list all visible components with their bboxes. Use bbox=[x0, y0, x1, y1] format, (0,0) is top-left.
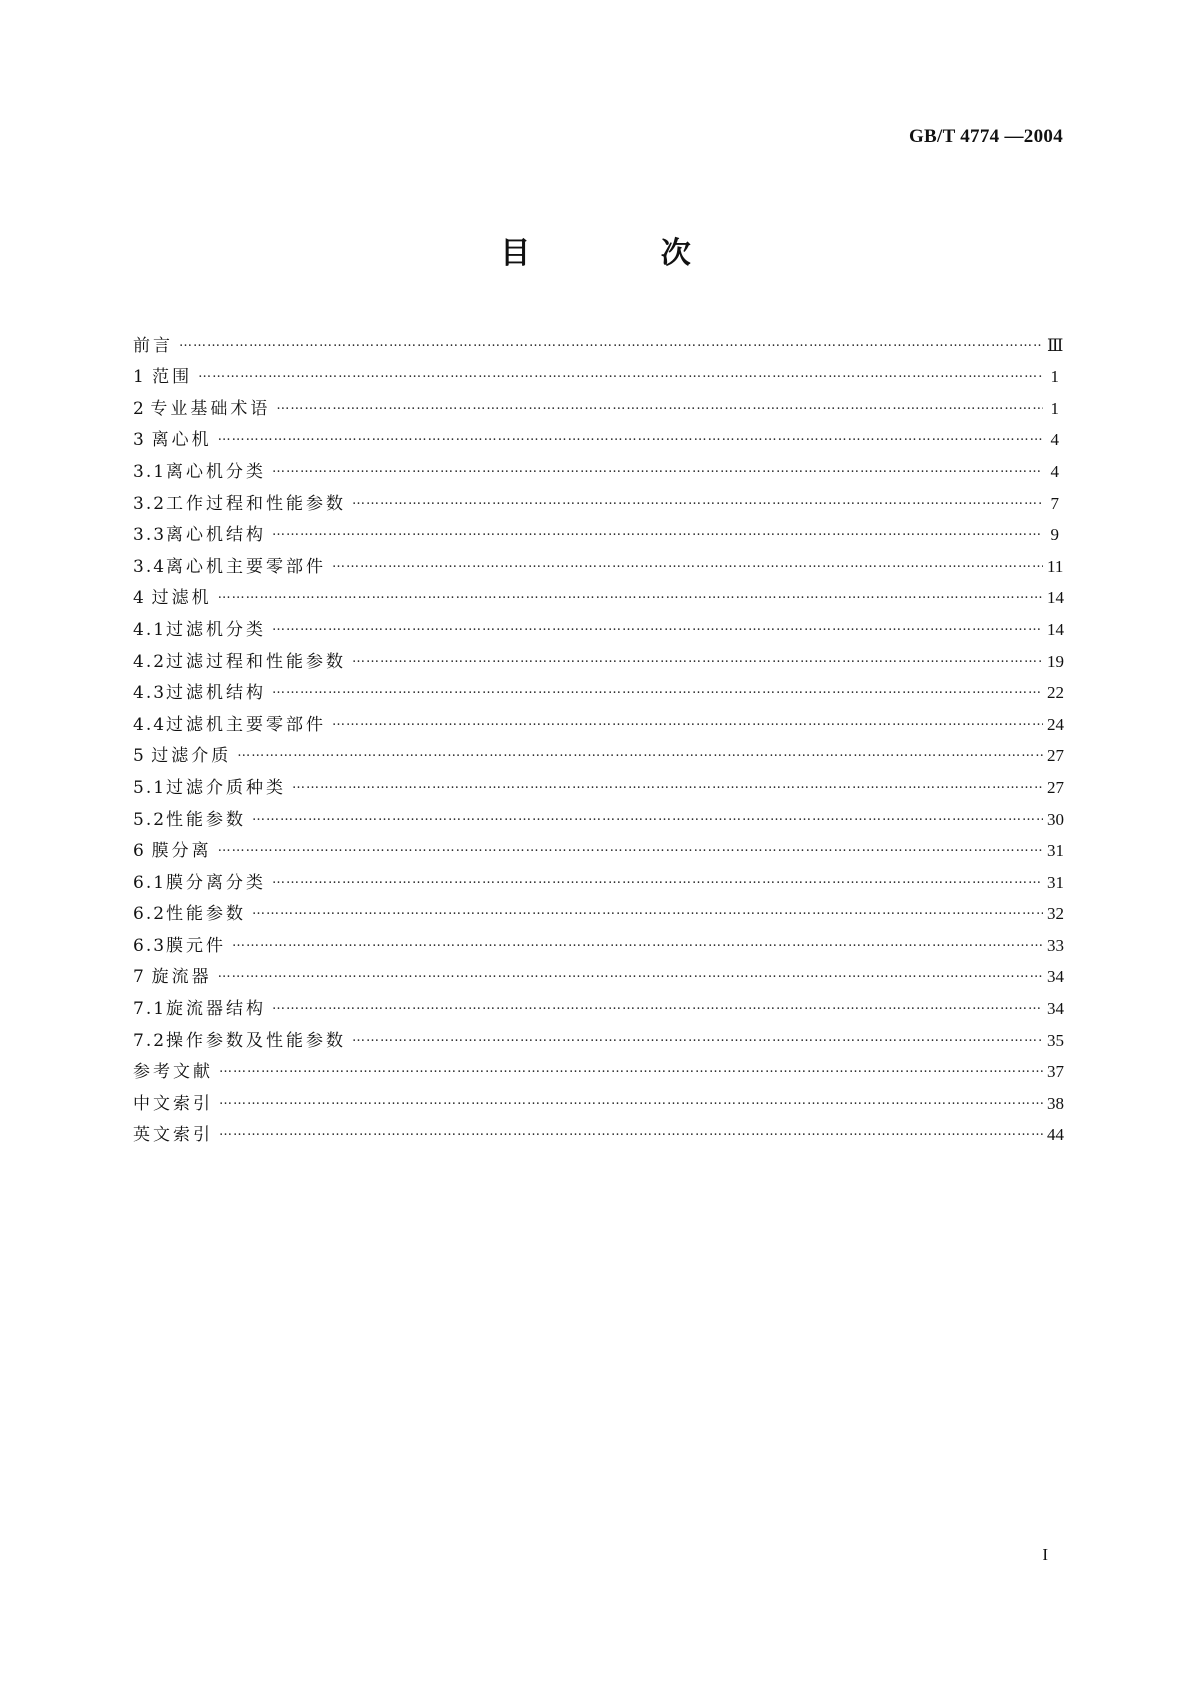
toc-dot-leader bbox=[252, 806, 1043, 828]
toc-entry-number: 6.2 bbox=[133, 904, 167, 925]
toc-entry-page: 44 bbox=[1047, 1125, 1064, 1145]
toc-entry-number: 3 bbox=[133, 430, 146, 451]
toc-entry-page: 31 bbox=[1047, 841, 1064, 861]
toc-entry-title: 操作参数及性能参数 bbox=[166, 1030, 347, 1051]
toc-entry-number: 4.1 bbox=[133, 619, 167, 640]
toc-entry-number: 5 bbox=[133, 746, 146, 767]
toc-dot-leader bbox=[198, 363, 1043, 385]
toc-entry[interactable] bbox=[133, 894, 1064, 926]
toc-entry-title: 过滤介质 bbox=[151, 746, 232, 767]
toc-entry-number: 5.2 bbox=[133, 809, 167, 830]
toc-entry[interactable] bbox=[133, 957, 1064, 989]
toc-entry-title: 专业基础术语 bbox=[150, 398, 271, 419]
toc-entry-number: 7 bbox=[133, 967, 146, 988]
toc-entry-page: 27 bbox=[1047, 746, 1064, 766]
toc-dot-leader bbox=[179, 332, 1043, 354]
toc-entry-number: 6.1 bbox=[133, 872, 167, 893]
toc-entry[interactable] bbox=[133, 1020, 1064, 1052]
toc-entry[interactable] bbox=[133, 736, 1064, 768]
toc-entry-title: 过滤机 bbox=[151, 588, 212, 609]
toc-entry-number: 6 bbox=[133, 841, 146, 862]
toc-dot-leader bbox=[272, 521, 1043, 543]
toc-dot-leader bbox=[272, 458, 1043, 480]
toc-entry-page: 11 bbox=[1047, 556, 1064, 576]
toc-dot-leader bbox=[276, 395, 1043, 417]
toc-entry-page: 31 bbox=[1047, 872, 1064, 892]
toc-entry[interactable] bbox=[133, 988, 1064, 1020]
toc-dot-leader bbox=[332, 711, 1043, 733]
toc-entry-page: 4 bbox=[1050, 461, 1059, 481]
toc-entry-number: 5.1 bbox=[133, 777, 167, 798]
toc-entry-page: 19 bbox=[1047, 651, 1064, 671]
toc-entry[interactable] bbox=[133, 862, 1064, 894]
toc-entry[interactable] bbox=[133, 1083, 1064, 1115]
toc-entry[interactable] bbox=[133, 1052, 1064, 1084]
toc-entry-page: 9 bbox=[1050, 525, 1059, 545]
toc-entry[interactable] bbox=[133, 704, 1064, 736]
toc-entry-title: 旋流器 bbox=[151, 967, 212, 988]
toc-entry-title: 参考文献 bbox=[133, 1062, 213, 1083]
toc-entry-title: 过滤机分类 bbox=[166, 619, 267, 640]
toc-entry-title: 过滤过程和性能参数 bbox=[166, 651, 347, 672]
toc-entry-number: 4.2 bbox=[133, 651, 167, 672]
toc-entry-page: 34 bbox=[1047, 999, 1064, 1019]
toc-entry-page: 14 bbox=[1047, 588, 1064, 608]
toc-entry[interactable] bbox=[133, 483, 1059, 515]
toc-entry[interactable] bbox=[133, 451, 1059, 483]
toc-entry-title: 离心机结构 bbox=[166, 525, 267, 546]
toc-entry-title: 过滤机结构 bbox=[166, 683, 267, 704]
toc-dot-leader bbox=[237, 742, 1043, 764]
page-title: 目 次 bbox=[500, 236, 751, 271]
toc-entry-number: 6.3 bbox=[133, 935, 167, 956]
toc-entry-title: 离心机分类 bbox=[166, 461, 267, 482]
toc-entry-page: 33 bbox=[1047, 935, 1064, 955]
toc-entry-number: 4.4 bbox=[133, 714, 167, 735]
toc-dot-leader bbox=[272, 869, 1043, 891]
toc-entry-page: 27 bbox=[1047, 777, 1064, 797]
toc-entry-page: 14 bbox=[1047, 619, 1064, 639]
toc-dot-leader bbox=[272, 995, 1043, 1017]
page-number: I bbox=[1042, 1545, 1048, 1564]
toc-entry-page: 4 bbox=[1050, 430, 1059, 450]
toc-dot-leader bbox=[352, 648, 1043, 670]
toc-entry[interactable] bbox=[133, 925, 1064, 957]
toc-entry-number: 3.3 bbox=[133, 525, 167, 546]
toc-entry-title: 前言 bbox=[133, 335, 173, 356]
toc-entry-page: 34 bbox=[1047, 967, 1064, 987]
toc-dot-leader bbox=[352, 490, 1043, 512]
toc-entry-title: 离心机主要零部件 bbox=[166, 556, 327, 577]
toc-entry[interactable] bbox=[133, 831, 1064, 863]
toc-entry[interactable] bbox=[133, 420, 1059, 452]
toc-entry-title: 性能参数 bbox=[166, 809, 247, 830]
toc-entry-title: 中文索引 bbox=[133, 1093, 213, 1114]
toc-entry[interactable] bbox=[133, 515, 1059, 547]
toc-entry-page: 35 bbox=[1047, 1030, 1064, 1050]
toc-dot-leader bbox=[332, 553, 1043, 575]
toc-entry-number: 4 bbox=[133, 588, 146, 609]
toc-entry-page: 24 bbox=[1047, 714, 1064, 734]
toc-entry-page: 30 bbox=[1047, 809, 1064, 829]
toc-dot-leader bbox=[218, 837, 1043, 859]
toc-entry-title: 旋流器结构 bbox=[166, 999, 267, 1020]
toc-dot-leader bbox=[232, 932, 1043, 954]
toc-entry[interactable] bbox=[133, 357, 1059, 389]
toc-entry-title: 过滤介质种类 bbox=[166, 777, 287, 798]
toc-entry-title: 范围 bbox=[152, 367, 193, 388]
toc-dot-leader bbox=[219, 1121, 1043, 1143]
toc-entry[interactable] bbox=[133, 578, 1064, 610]
toc-entry-number: 7.1 bbox=[133, 999, 167, 1020]
toc-entry-number: 3.4 bbox=[133, 556, 167, 577]
toc-entry-page: 1 bbox=[1050, 367, 1059, 387]
toc-entry-title: 过滤机主要零部件 bbox=[166, 714, 327, 735]
toc-entry[interactable] bbox=[133, 325, 1064, 357]
toc-entry-title: 膜分离分类 bbox=[166, 872, 267, 893]
toc-dot-leader bbox=[219, 1090, 1043, 1112]
toc-dot-leader bbox=[218, 426, 1043, 448]
toc-dot-leader bbox=[292, 774, 1043, 796]
toc-entry-number: 3.2 bbox=[133, 493, 167, 514]
toc-entry-page: 7 bbox=[1050, 493, 1059, 513]
toc-entry-title: 英文索引 bbox=[133, 1125, 213, 1146]
toc-entry-title: 膜元件 bbox=[166, 935, 227, 956]
toc-dot-leader bbox=[272, 616, 1043, 638]
toc-entry[interactable] bbox=[133, 388, 1059, 420]
toc-entry-number: 3.1 bbox=[133, 461, 167, 482]
toc-entry[interactable] bbox=[133, 641, 1064, 673]
toc-entry-page: 1 bbox=[1050, 398, 1059, 418]
toc-entry[interactable] bbox=[133, 1115, 1064, 1147]
toc-entry-title: 性能参数 bbox=[166, 904, 247, 925]
toc-entry-page: Ⅲ bbox=[1047, 335, 1064, 355]
toc-entry-page: 38 bbox=[1047, 1093, 1064, 1113]
toc-entry[interactable] bbox=[133, 609, 1064, 641]
toc-entry[interactable] bbox=[133, 799, 1064, 831]
standard-number: GB/T 4774 —2004 bbox=[908, 126, 1063, 147]
toc-entry-page: 32 bbox=[1047, 904, 1064, 924]
toc-entry-number: 4.3 bbox=[133, 683, 167, 704]
table-of-contents bbox=[133, 325, 1064, 1146]
toc-entry-title: 离心机 bbox=[151, 430, 212, 451]
toc-entry-page: 37 bbox=[1047, 1062, 1064, 1082]
toc-dot-leader bbox=[219, 1058, 1043, 1080]
toc-entry-title: 工作过程和性能参数 bbox=[166, 493, 347, 514]
toc-dot-leader bbox=[272, 679, 1043, 701]
toc-entry[interactable] bbox=[133, 673, 1064, 705]
toc-dot-leader bbox=[218, 963, 1043, 985]
toc-entry[interactable] bbox=[133, 546, 1064, 578]
toc-dot-leader bbox=[252, 900, 1043, 922]
toc-entry[interactable] bbox=[133, 767, 1064, 799]
toc-entry-number: 2 bbox=[133, 398, 146, 419]
toc-entry-title: 膜分离 bbox=[151, 841, 212, 862]
toc-entry-page: 22 bbox=[1047, 683, 1064, 703]
toc-entry-number: 7.2 bbox=[133, 1030, 167, 1051]
toc-dot-leader bbox=[218, 584, 1043, 606]
toc-dot-leader bbox=[352, 1027, 1043, 1049]
toc-entry-number: 1 bbox=[133, 367, 146, 388]
